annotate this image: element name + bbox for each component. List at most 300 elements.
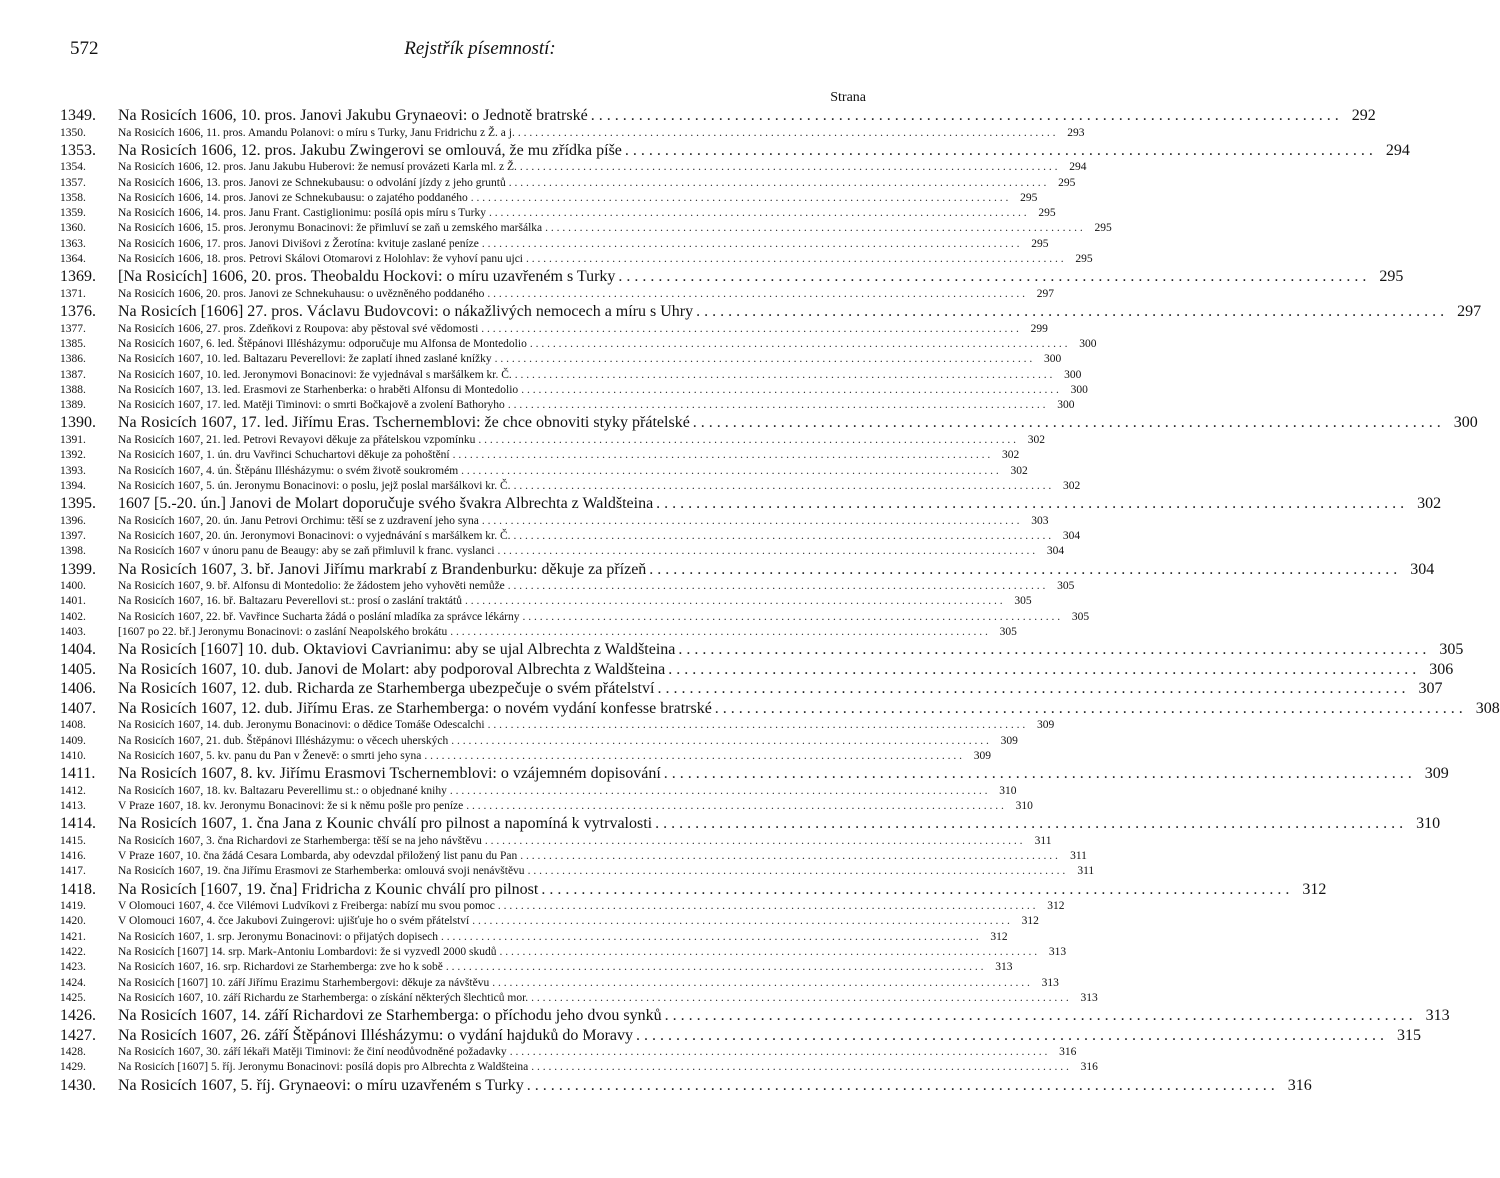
entry-description: Na Rosicích 1607, 17. led. Jiřímu Eras. Tschernemblovi: že chce obnoviti styky přátelské xyxy=(118,414,690,432)
entry-number: 1360. xyxy=(60,222,86,235)
entry-number: 1405. xyxy=(60,660,96,678)
entry-number: 1419. xyxy=(60,900,86,913)
entry-page-ref: 312 xyxy=(1302,880,1327,898)
index-entry xyxy=(60,1060,1098,1075)
entry-number: 1426. xyxy=(60,1007,96,1025)
dot-leader xyxy=(636,1026,1384,1046)
entry-number: 1404. xyxy=(60,641,96,659)
entry-description: Na Rosicích 1607, 3. čna Richardovi ze Starhemberga: těší se na jeho návštěvu xyxy=(118,834,482,847)
entry-page-ref: 311 xyxy=(1077,865,1095,878)
entry-description: Na Rosicích 1606, 27. pros. Zdeňkovi z Roupova: aby pěstoval své vědomosti xyxy=(118,322,479,335)
index-entry xyxy=(60,880,1327,900)
dot-leader xyxy=(446,960,984,975)
index-entry xyxy=(60,1026,1422,1046)
entry-page-ref: 294 xyxy=(1069,161,1087,174)
entry-description: Na Rosicích 1607, 12. dub. Jiřímu Eras. ze Starhemberga: o novém vydání konfesse bratrské xyxy=(118,699,712,717)
dot-leader xyxy=(487,287,1025,302)
index-entry xyxy=(60,176,1076,191)
index-entry xyxy=(60,398,1075,413)
entry-number: 1409. xyxy=(60,734,86,747)
index-entry xyxy=(60,448,1020,463)
entry-description: Na Rosicích 1607, 5. kv. panu du Pan v Ženevě: o smrti jeho syna xyxy=(118,749,422,762)
entry-number: 1412. xyxy=(60,784,86,797)
entry-description: Na Rosicích 1606, 11. pros. Amandu Polanovi: o míru s Turky, Janu Fridrichu z Ž. a j. xyxy=(118,126,515,139)
entry-description: Na Rosicích 1607, 6. led. Štěpánovi Illésházymu: odporučuje mu Alfonsa de Montedolio xyxy=(118,337,527,350)
entry-number: 1416. xyxy=(60,850,86,862)
entry-description: Na Rosicích 1607, 30. září lékaři Matěji Timinovi: že činí neodůvodněné požadavky xyxy=(118,1046,507,1059)
index-entry xyxy=(60,945,1067,960)
entry-description: Na Rosicích 1606, 10. pros. Janovi Jakubu Grynaeovi: o Jednotě bratrské xyxy=(118,107,588,124)
dot-leader xyxy=(664,764,1412,784)
entry-description: Na Rosicích 1606, 18. pros. Petrovi Skálovi Otomarovi z Holohlav: že vyhoví panu ujci xyxy=(118,253,523,266)
entry-description: V Olomouci 1607, 4. čce Jakubovi Zuingerovi: ujišťuje ho o svém přátelství xyxy=(118,915,470,928)
dot-leader xyxy=(668,660,1416,680)
entry-description: V Praze 1607, 10. čna žádá Cesara Lombarda, aby odevzdal přiložený list panu du Pan xyxy=(118,850,518,862)
entry-description: Na Rosicích 1607, 10. dub. Janovi de Molart: aby podporoval Albrechta z Waldšteina xyxy=(118,660,666,678)
dot-leader xyxy=(461,464,999,479)
index-entry xyxy=(60,494,1442,514)
index-entry xyxy=(60,660,1454,680)
entry-description: Na Rosicích 1607, 16. bř. Baltazaru Peverellovi st.: prosí o zaslání traktátů xyxy=(118,595,462,608)
dot-leader xyxy=(696,302,1444,322)
entry-page-ref: 302 xyxy=(1010,464,1028,477)
entry-page-ref: 306 xyxy=(1429,660,1454,678)
entry-page-ref: 312 xyxy=(1021,915,1039,928)
dot-leader xyxy=(528,864,1066,879)
entry-number: 1427. xyxy=(60,1026,96,1044)
index-entry xyxy=(60,1045,1077,1060)
entry-description: Na Rosicích 1606, 17. pros. Janovi Divišovi z Žerotína: kvituje zaslané peníze xyxy=(118,237,479,250)
entry-page-ref: 305 xyxy=(999,625,1017,638)
dot-leader xyxy=(541,880,1289,900)
dot-leader xyxy=(508,579,1046,594)
entry-page-ref: 313 xyxy=(1425,1007,1450,1025)
entry-page-ref: 316 xyxy=(1287,1076,1312,1094)
dot-leader xyxy=(478,433,1016,448)
index-entry xyxy=(60,579,1075,594)
entry-description: Na Rosicích 1607, 14. září Richardovi ze Starhemberga: o příchodu jeho dvou synků xyxy=(118,1007,662,1025)
entry-description: Na Rosicích 1607, 10. led. Baltazaru Peverellovi: že zaplatí ihned zaslané knížky xyxy=(118,353,492,366)
entry-description: Na Rosicích 1607, 20. ún. Janu Petrovi Orchimu: těší se z uzdravení jeho syna xyxy=(118,514,479,527)
dot-leader xyxy=(523,610,1061,625)
dot-leader xyxy=(450,625,988,640)
index-entry xyxy=(60,106,1376,126)
entry-description: Na Rosicích 1607, 8. kv. Jiřímu Erasmovi Tschernemblovi: o vzájemném dopisování xyxy=(118,765,661,783)
entry-description: Na Rosicích 1606, 12. pros. Janu Jakubu Huberovi: že nemusí provázeti Karla ml. z Ž. xyxy=(118,161,517,174)
dot-leader xyxy=(531,991,1069,1006)
entry-page-ref: 311 xyxy=(1070,850,1087,862)
entry-number: 1376. xyxy=(60,303,96,321)
entry-number: 1377. xyxy=(60,322,86,335)
index-entry xyxy=(60,206,1056,221)
index-entry xyxy=(60,287,1054,302)
entry-description: Na Rosicích [1607, 19. čna] Fridricha z Kounic chválí pro pilnost xyxy=(118,880,539,898)
entry-number: 1371. xyxy=(60,287,86,300)
entry-page-ref: 304 xyxy=(1410,560,1435,578)
entry-description: Na Rosicích 1607, 3. bř. Janovi Jiřímu markrabí z Brandenburku: děkuje za přízeň xyxy=(118,560,647,578)
entry-description: Na Rosicích 1607, 13. led. Erasmovi ze Starhenberka: o hraběti Alfonsu di Montedolio xyxy=(118,383,519,396)
entry-description: 1607 [5.-20. ún.] Janovi de Molart doporučuje svého švakra Albrechta z Waldšteina xyxy=(118,495,654,513)
entry-number: 1392. xyxy=(60,449,86,462)
entry-page-ref: 300 xyxy=(1057,399,1075,412)
dot-leader xyxy=(618,267,1366,287)
entry-page-ref: 309 xyxy=(1036,719,1055,732)
entry-description: Na Rosicích [1607] 10. dub. Oktaviovi Cavrianimu: aby se ujal Albrechta z Waldšteina xyxy=(118,641,676,659)
index-entry xyxy=(60,814,1441,834)
entry-page-ref: 297 xyxy=(1457,303,1482,321)
dot-leader xyxy=(531,1060,1069,1075)
index-entry xyxy=(60,302,1482,322)
entry-number: 1349. xyxy=(60,107,96,124)
entry-page-ref: 300 xyxy=(1453,414,1478,432)
entry-number: 1397. xyxy=(60,529,86,542)
dot-leader xyxy=(472,914,1010,929)
entry-page-ref: 304 xyxy=(1046,545,1065,558)
dot-leader xyxy=(471,191,1009,206)
entry-description: Na Rosicích 1607, 4. ún. Štěpánu Illésházymu: o svém životě soukromém xyxy=(118,464,459,477)
entry-number: 1396. xyxy=(60,514,86,527)
entry-description: Na Rosicích 1607 v únoru panu de Beaugy: aby se zaň přimluvil k franc. vyslanci xyxy=(118,545,495,558)
entry-number: 1402. xyxy=(60,610,86,623)
index-entry xyxy=(60,126,1085,141)
index-entry xyxy=(60,433,1046,448)
dot-leader xyxy=(545,221,1083,236)
dot-leader xyxy=(509,176,1047,191)
entry-number: 1430. xyxy=(60,1076,96,1094)
entry-page-ref: 299 xyxy=(1030,322,1048,335)
index-entry xyxy=(60,718,1055,733)
entry-page-ref: 295 xyxy=(1058,176,1076,189)
entry-page-ref: 305 xyxy=(1014,595,1032,608)
dot-leader xyxy=(499,945,1037,960)
dot-leader xyxy=(498,899,1036,914)
entry-number: 1357. xyxy=(60,176,86,189)
entry-description: Na Rosicích [1607] 14. srp. Mark-Antoniu Lombardovi: že si vyzvedl 2000 skudů xyxy=(118,945,497,958)
entry-description: Na Rosicích 1607, 19. čna Jiřímu Erasmovi ze Starhemberka: omlouvá svoji nenávštěvu xyxy=(118,865,525,878)
entry-number: 1410. xyxy=(60,749,86,762)
entry-number: 1424. xyxy=(60,976,86,989)
entry-page-ref: 295 xyxy=(1031,237,1049,250)
dot-leader xyxy=(424,749,962,764)
entry-number: 1359. xyxy=(60,207,86,220)
index-entry xyxy=(60,237,1049,252)
entry-description: Na Rosicích 1607, 10. led. Jeronymovi Bonacinovi: že vyjednával s maršálkem kr. Č. xyxy=(118,368,512,381)
entry-number: 1429. xyxy=(60,1061,86,1074)
entry-number: 1350. xyxy=(60,126,86,139)
index-entry xyxy=(60,625,1017,640)
index-entry xyxy=(60,834,1052,849)
entry-number: 1428. xyxy=(60,1046,86,1059)
dot-leader xyxy=(715,699,1463,719)
entry-page-ref: 300 xyxy=(1044,353,1062,366)
dot-leader xyxy=(492,976,1030,991)
entry-number: 1390. xyxy=(60,414,96,432)
index-entry xyxy=(60,699,1500,719)
dot-leader xyxy=(508,398,1046,413)
entry-page-ref: 295 xyxy=(1038,207,1056,220)
entry-page-ref: 302 xyxy=(1002,449,1020,462)
entry-description: Na Rosicích 1607, 5. říj. Grynaeovi: o míru uzavřeném s Turky xyxy=(118,1076,524,1094)
index-entry xyxy=(60,734,1018,749)
entry-page-ref: 316 xyxy=(1080,1061,1098,1074)
entry-description: Na Rosicích 1607, 10. září Richardu ze Starhemberga: o získání některých šlechticů mor. xyxy=(118,991,529,1004)
dot-leader xyxy=(451,734,989,749)
entry-description: Na Rosicích 1607, 22. bř. Vavřince Sucharta žádá o poslání mladíka za správce lékárny xyxy=(118,610,520,623)
index-entry xyxy=(60,337,1097,352)
entry-number: 1391. xyxy=(60,433,86,446)
dot-leader xyxy=(591,106,1339,126)
entry-page-ref: 309 xyxy=(1424,765,1449,783)
entry-number: 1358. xyxy=(60,191,86,204)
entry-number: 1388. xyxy=(60,383,86,396)
entry-page-ref: 312 xyxy=(1047,900,1065,913)
entry-description: Na Rosicích [1606] 27. pros. Václavu Budovcovi: o nákažlivých nemocech a míru s Uhry xyxy=(118,303,694,321)
index-entry xyxy=(60,849,1087,864)
entry-description: Na Rosicích [1607] 10. září Jiřímu Erazimu Starhembergovi: děkuje za návštěvu xyxy=(118,976,490,989)
index-entry xyxy=(60,252,1093,267)
index-entry xyxy=(60,191,1038,206)
dot-leader xyxy=(665,1006,1413,1026)
index-entry xyxy=(60,864,1095,879)
index-entry xyxy=(60,764,1449,784)
index-entry xyxy=(60,322,1048,337)
dot-leader xyxy=(657,679,1405,699)
entry-number: 1363. xyxy=(60,237,86,250)
dot-leader xyxy=(520,849,1058,864)
index-entry xyxy=(60,413,1478,433)
entry-description: Na Rosicích 1606, 15. pros. Jeronymu Bonacinovi: že přimluví se zaň u zemského maršálka xyxy=(118,222,543,235)
entry-page-ref: 302 xyxy=(1062,479,1081,492)
entry-page-ref: 316 xyxy=(1059,1046,1077,1059)
dot-leader xyxy=(495,352,1033,367)
dot-leader xyxy=(498,544,1036,559)
entry-page-ref: 310 xyxy=(1416,815,1441,833)
entry-description: Na Rosicích 1607, 9. bř. Alfonsu di Montedolio: že žádostem jeho vyhověti nemůže xyxy=(118,580,505,593)
index-entry xyxy=(60,383,1088,398)
entry-page-ref: 311 xyxy=(1034,834,1052,847)
dot-leader xyxy=(518,126,1056,141)
dot-leader xyxy=(485,834,1023,849)
entry-description: Na Rosicích 1606, 13. pros. Janovi ze Schnekubausu: o odvolání jízdy z jeho gruntů xyxy=(118,176,506,189)
index-entry xyxy=(60,976,1059,991)
entry-description: Na Rosicích 1607, 26. září Štěpánovi Illésházymu: o vydání hajduků do Moravy xyxy=(118,1026,634,1044)
dot-leader xyxy=(481,322,1019,337)
entry-description: Na Rosicích 1607, 1. ún. dru Vavřinci Schuchartovi děkuje za pohoštění xyxy=(118,449,450,462)
entry-page-ref: 292 xyxy=(1351,107,1376,124)
entry-number: 1420. xyxy=(60,915,86,928)
entry-number: 1414. xyxy=(60,815,96,833)
dot-leader xyxy=(530,337,1068,352)
entry-description: Na Rosicích 1607, 20. ún. Jeronymovi Bonacinovi: o vyjednávání s maršálkem kr. Č. xyxy=(118,529,511,542)
entry-page-ref: 313 xyxy=(1080,991,1098,1004)
entry-page-ref: 302 xyxy=(1027,433,1046,446)
entry-page-ref: 294 xyxy=(1385,141,1410,159)
entry-description: Na Rosicích [1607] 5. říj. Jeronymu Bonacinovi: posílá dopis pro Albrechta z Waldšteina xyxy=(118,1061,529,1074)
entry-description: Na Rosicích 1606, 14. pros. Janu Frant. Castiglionimu: posílá opis míru s Turky xyxy=(118,207,487,220)
entry-page-ref: 295 xyxy=(1379,268,1404,286)
index-entry xyxy=(60,749,991,764)
entry-number: 1389. xyxy=(60,399,86,412)
entry-number: 1398. xyxy=(60,545,86,558)
index-entry xyxy=(60,141,1410,161)
entry-number: 1425. xyxy=(60,991,86,1004)
entry-number: 1364. xyxy=(60,253,86,266)
entry-number: 1385. xyxy=(60,337,86,350)
entry-page-ref: 300 xyxy=(1079,337,1097,350)
entry-number: 1415. xyxy=(60,834,86,847)
entry-page-ref: 295 xyxy=(1075,253,1093,266)
index-entry xyxy=(60,267,1404,287)
entry-number: 1387. xyxy=(60,368,86,381)
entry-page-ref: 303 xyxy=(1031,514,1049,527)
entry-number: 1403. xyxy=(60,625,86,638)
dot-leader xyxy=(510,1045,1048,1060)
entry-number: 1353. xyxy=(60,141,96,159)
dot-leader xyxy=(482,237,1020,252)
index-entry xyxy=(60,479,1081,494)
entry-page-ref: 308 xyxy=(1475,699,1500,717)
letter-index-list xyxy=(60,106,1500,1095)
index-entry xyxy=(60,560,1435,580)
index-entry xyxy=(60,991,1098,1006)
dot-leader xyxy=(450,784,988,799)
index-entry xyxy=(60,784,1017,799)
entry-page-ref: 309 xyxy=(1000,734,1018,747)
page-number: 572 xyxy=(70,38,99,59)
dot-leader xyxy=(441,930,979,945)
entry-page-ref: 313 xyxy=(995,961,1013,974)
index-entry xyxy=(60,1076,1312,1096)
running-title: Rejstřík písemností: xyxy=(404,38,556,59)
entry-page-ref: 305 xyxy=(1439,641,1464,659)
entry-number: 1401. xyxy=(60,595,86,608)
entry-description: Na Rosicích 1607, 21. dub. Štěpánovi Illésházymu: o věcech uherských xyxy=(118,734,449,747)
entry-description: Na Rosicích 1607, 17. led. Matěji Timinovi: o smrti Bočkajově a zvolení Bathoryho xyxy=(118,399,505,412)
entry-page-ref: 305 xyxy=(1057,580,1075,593)
entry-description: Na Rosicích 1607, 18. kv. Baltazaru Peverellimu st.: o objednané knihy xyxy=(118,784,447,797)
entry-number: 1417. xyxy=(60,865,86,878)
dot-leader xyxy=(520,160,1058,175)
entry-number: 1422. xyxy=(60,945,86,958)
entry-number: 1413. xyxy=(60,799,86,812)
entry-description: Na Rosicích 1607, 14. dub. Jeronymu Bonacinovi: o dědice Tomáše Odescalchi xyxy=(118,719,485,732)
entry-page-ref: 315 xyxy=(1397,1026,1422,1044)
entry-page-ref: 307 xyxy=(1418,680,1443,698)
entry-number: 1423. xyxy=(60,961,86,974)
index-entry xyxy=(60,1006,1450,1026)
dot-leader xyxy=(527,1076,1275,1096)
dot-leader xyxy=(514,529,1052,544)
entry-description: [Na Rosicích] 1606, 20. pros. Theobaldu Hockovi: o míru uzavřeném s Turky xyxy=(118,268,616,286)
entry-description: Na Rosicích 1607, 12. dub. Richarda ze Starhemberga ubezpečuje o svém přátelství xyxy=(118,680,655,698)
entry-page-ref: 313 xyxy=(1041,976,1059,989)
index-entry xyxy=(60,799,1033,814)
dot-leader xyxy=(515,368,1053,383)
dot-leader xyxy=(521,383,1059,398)
dot-leader xyxy=(656,494,1404,514)
entry-page-ref: 313 xyxy=(1048,945,1067,958)
entry-page-ref: 304 xyxy=(1062,529,1081,542)
entry-number: 1369. xyxy=(60,268,96,286)
index-entry xyxy=(60,514,1049,529)
dot-leader xyxy=(693,413,1441,433)
entry-page-ref: 310 xyxy=(999,784,1017,797)
index-entry xyxy=(60,914,1039,929)
dot-leader xyxy=(465,594,1003,609)
index-entry xyxy=(60,544,1065,559)
entry-page-ref: 300 xyxy=(1064,368,1082,381)
entry-description: [1607 po 22. bř.] Jeronymu Bonacinovi: o zaslání Neapolského brokátu xyxy=(118,625,448,638)
index-entry xyxy=(60,899,1065,914)
entry-description: Na Rosicích 1607, 1. srp. Jeronymu Bonacinovi: o přijatých dopisech xyxy=(118,930,439,943)
entry-number: 1408. xyxy=(60,719,86,732)
index-entry xyxy=(60,930,1008,945)
index-entry xyxy=(60,640,1464,660)
entry-page-ref: 300 xyxy=(1070,383,1088,396)
index-entry xyxy=(60,610,1090,625)
index-entry xyxy=(60,464,1028,479)
entry-number: 1386. xyxy=(60,353,86,366)
dot-leader xyxy=(625,141,1373,161)
index-entry xyxy=(60,160,1087,175)
entry-page-ref: 295 xyxy=(1020,191,1038,204)
dot-leader xyxy=(488,718,1026,733)
index-entry xyxy=(60,221,1112,236)
entry-number: 1407. xyxy=(60,699,96,717)
entry-page-ref: 297 xyxy=(1036,287,1054,300)
entry-description: Na Rosicích 1607, 21. led. Petrovi Revayovi děkuje za přátelskou vzpomínku xyxy=(118,433,476,446)
entry-number: 1395. xyxy=(60,495,96,513)
entry-number: 1406. xyxy=(60,680,96,698)
entry-description: Na Rosicích 1607, 1. čna Jana z Kounic chválí pro pilnost a napomíná k vytrvalosti xyxy=(118,815,653,833)
dot-leader xyxy=(514,479,1052,494)
dot-leader xyxy=(466,799,1004,814)
entry-number: 1421. xyxy=(60,930,86,943)
dot-leader xyxy=(526,252,1064,267)
entry-number: 1411. xyxy=(60,765,96,783)
entry-page-ref: 309 xyxy=(973,749,991,762)
entry-number: 1393. xyxy=(60,464,86,477)
entry-number: 1400. xyxy=(60,580,86,593)
dot-leader xyxy=(489,206,1027,221)
index-entry xyxy=(60,594,1032,609)
index-entry xyxy=(60,679,1443,699)
entry-page-ref: 312 xyxy=(990,930,1008,943)
entry-page-ref: 293 xyxy=(1067,126,1085,139)
entry-number: 1418. xyxy=(60,880,96,898)
index-entry xyxy=(60,352,1062,367)
entry-number: 1399. xyxy=(60,560,96,578)
entry-page-ref: 310 xyxy=(1015,799,1033,812)
entry-description: V Olomouci 1607, 4. čce Vilémovi Ludvíkovi z Freiberga: nabízí mu svou pomoc xyxy=(118,900,495,913)
entry-description: Na Rosicích 1607, 5. ún. Jeronymu Bonacinovi: o poslu, jejž poslal maršálkovi kr. Č. xyxy=(118,479,511,492)
dot-leader xyxy=(655,814,1403,834)
index-entry xyxy=(60,529,1081,544)
entry-description: Na Rosicích 1606, 14. pros. Janovi ze Schnekubausu: o zajatého poddaného xyxy=(118,191,468,204)
index-entry xyxy=(60,960,1013,975)
entry-description: Na Rosicích 1606, 20. pros. Janovi ze Schnekuhausu: o uvězněného poddaného xyxy=(118,287,485,300)
dot-leader xyxy=(649,560,1397,580)
entry-description: Na Rosicích 1606, 12. pros. Jakubu Zwingerovi se omlouvá, že mu zřídka píše xyxy=(118,141,622,159)
page-column-label: Strana xyxy=(830,90,866,105)
entry-description: Na Rosicích 1607, 16. srp. Richardovi ze Starhemberga: zve ho k sobě xyxy=(118,961,443,974)
entry-description: V Praze 1607, 18. kv. Jeronymu Bonacinovi: že si k němu pošle pro peníze xyxy=(118,799,464,812)
entry-page-ref: 305 xyxy=(1071,610,1090,623)
dot-leader xyxy=(678,640,1426,660)
entry-number: 1354. xyxy=(60,161,86,174)
entry-page-ref: 302 xyxy=(1417,495,1442,513)
entry-number: 1394. xyxy=(60,479,86,492)
